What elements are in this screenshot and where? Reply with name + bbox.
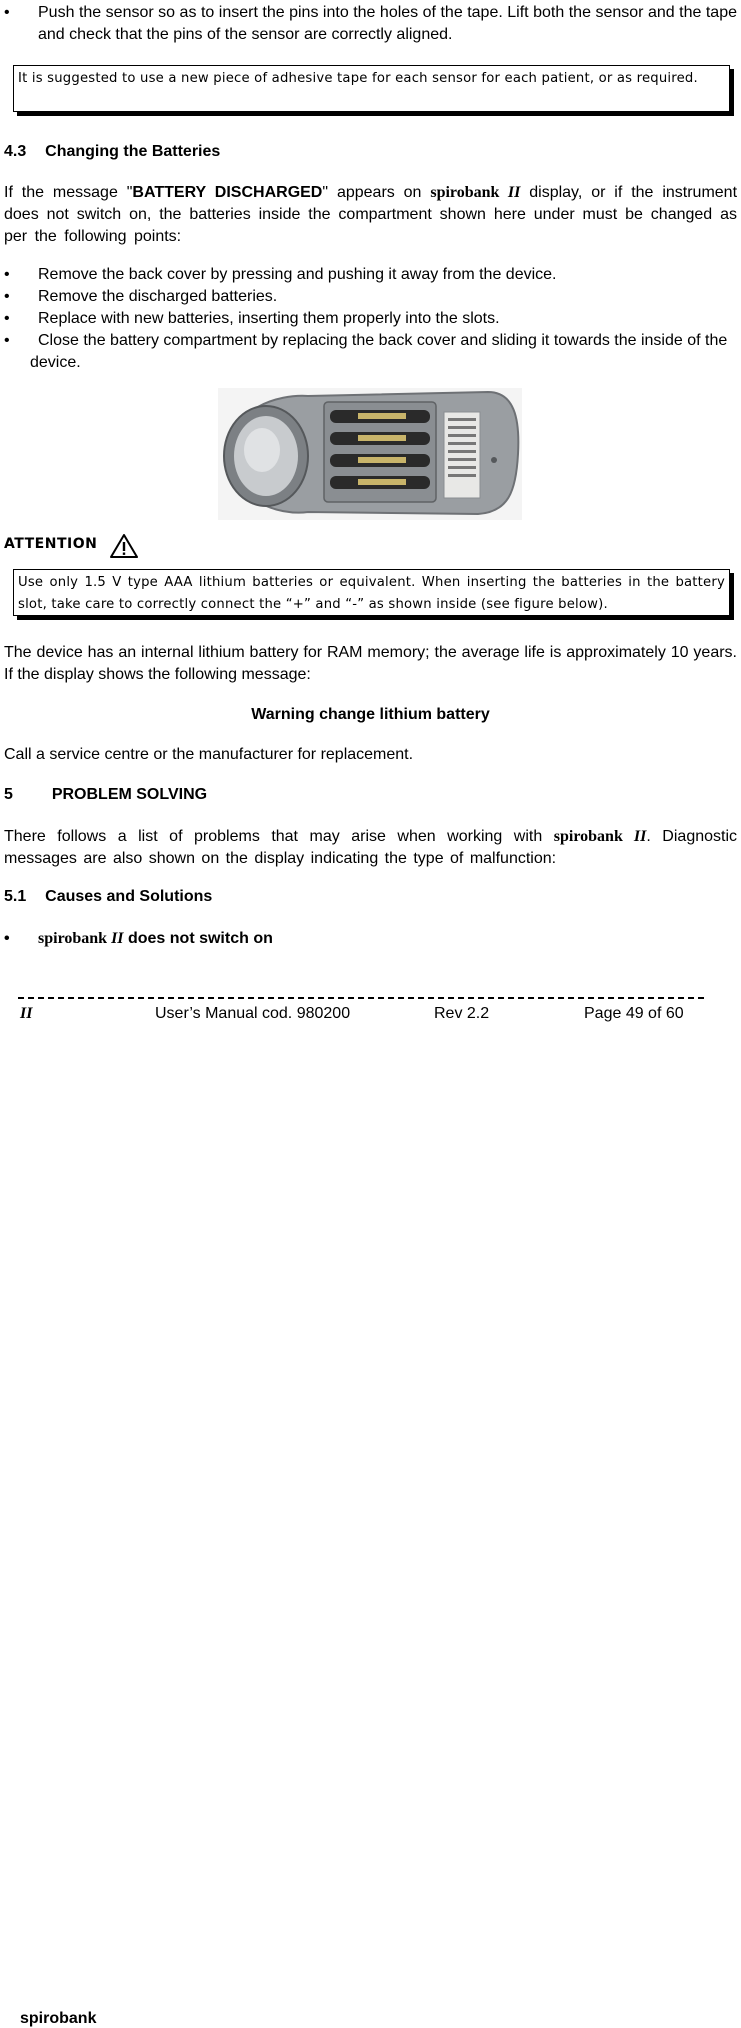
internal-battery-text: The device has an internal lithium battery for RAM memory; the average life is approximately 10 years. If the display shows the following message: <box>4 644 737 683</box>
footer-manual-code: User’s Manual cod. 980200 <box>155 1005 351 1022</box>
bullet-marker: • <box>4 930 10 947</box>
section-title: Causes and Solutions <box>45 888 213 905</box>
bullet-marker: • <box>4 266 10 283</box>
battery-intro-paragraph <box>4 182 737 248</box>
warning-message-text: Warning change lithium battery <box>251 706 490 723</box>
brand-suffix: II <box>20 1005 33 1022</box>
internal-battery-paragraph <box>4 642 737 686</box>
footer-page-number: Page 49 of 60 <box>584 1005 684 1022</box>
tape-note-text: It is suggested to use a new piece of adhesive tape for each sensor for each patient, or as required. <box>18 71 698 86</box>
problem-bullet-text <box>38 928 737 950</box>
brand-name <box>38 930 124 947</box>
problem-intro-part2: . Diagnostic messages are also shown on the display indicating the type of malfunction: <box>4 828 738 867</box>
brand-name <box>430 184 520 201</box>
section-title: PROBLEM SOLVING <box>51 786 208 803</box>
battery-intro-part3: display, or if the instrument does not switch on, the batteries inside the compartment shown here under must be changed as per the following points: <box>4 184 738 245</box>
brand-word: spirobank <box>553 828 623 845</box>
section-number: 5 <box>4 786 13 803</box>
service-text: Call a service centre or the manufacturer for replacement. <box>4 746 414 763</box>
bullet-marker: • <box>4 4 10 21</box>
attention-text: ATTENTION <box>4 536 98 552</box>
bullet-marker: • <box>4 288 10 305</box>
battery-note-box <box>13 569 730 616</box>
problem-bullet-rest: does not switch on <box>123 930 273 947</box>
battery-step-text: Close the battery compartment by replacing the back cover and sliding it towards the inside of the device. <box>30 332 728 371</box>
battery-step-text: Remove the back cover by pressing and pushing it away from the device. <box>38 266 557 283</box>
section-title: Changing the Batteries <box>45 143 221 160</box>
bullet-marker: • <box>4 310 10 327</box>
section-number: 4.3 <box>4 143 27 160</box>
lithium-warning-message <box>0 706 741 724</box>
battery-message: BATTERY DISCHARGED <box>132 184 323 201</box>
brand-word: spirobank <box>20 2010 97 2027</box>
section-4-3-heading <box>4 143 220 161</box>
section-5-heading <box>4 786 207 804</box>
battery-compartment-photo <box>218 388 522 520</box>
brand-word: spirobank <box>430 184 500 201</box>
problem-intro-part1: There follows a list of problems that may arise when working with <box>4 828 554 845</box>
brand-name <box>554 828 647 845</box>
brand-suffix: II <box>507 184 521 201</box>
section-number: 5.1 <box>4 888 27 905</box>
footer-rule <box>18 997 704 999</box>
brand-suffix: II <box>111 930 124 947</box>
battery-intro-part2: " appears on <box>322 184 431 201</box>
bullet-marker: • <box>4 332 10 349</box>
battery-step-text: Remove the discharged batteries. <box>38 288 278 305</box>
warning-triangle-icon <box>109 533 139 559</box>
problem-intro-paragraph <box>4 826 737 870</box>
footer-revision: Rev 2.2 <box>434 1005 490 1022</box>
service-paragraph <box>4 746 413 764</box>
battery-note-text: Use only 1.5 V type AAA lithium batteries or equivalent. When inserting the batteries in the battery slot, take care to correctly connect the “+” and “-” as shown inside (see figure below). <box>18 575 725 612</box>
sensor-bullet-text: Push the sensor so as to insert the pins into the holes of the tape. Lift both the sensor and the tape and check that the pins of the sensor are correctly aligned. <box>38 4 737 43</box>
battery-intro-part1: If the message " <box>4 184 133 201</box>
brand-suffix: II <box>633 828 647 845</box>
tape-note-box <box>13 65 730 112</box>
section-5-1-heading <box>4 888 212 906</box>
footer-brand <box>20 1005 97 2027</box>
brand-word: spirobank <box>38 930 108 947</box>
attention-label <box>4 536 97 552</box>
battery-step-text: Replace with new batteries, inserting them properly into the slots. <box>38 310 500 327</box>
